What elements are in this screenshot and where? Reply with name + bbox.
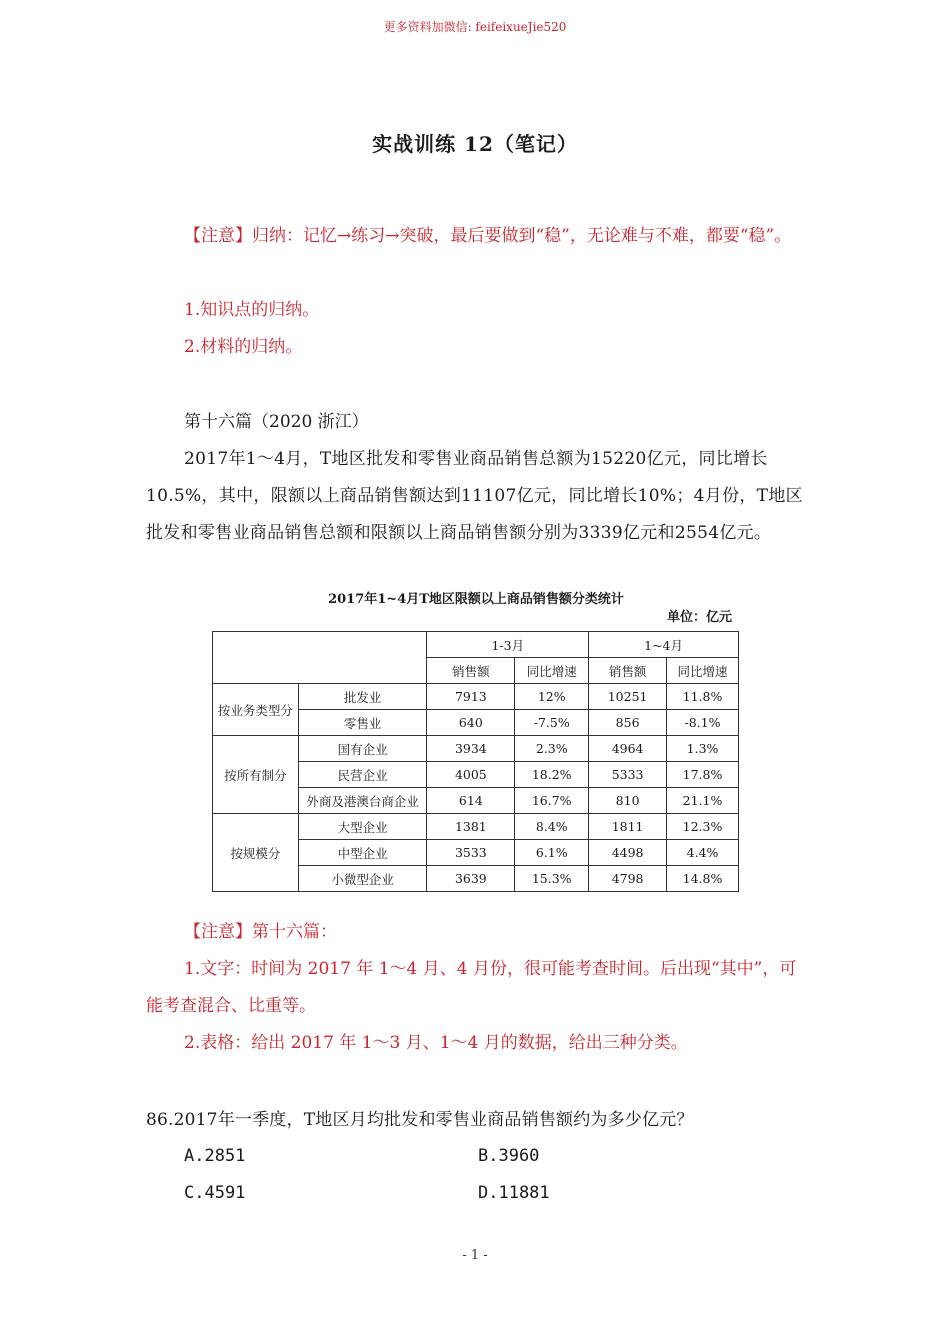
cell-s1: 4005 (427, 762, 515, 788)
group-label: 按业务类型分 (213, 684, 299, 736)
notice-1-item: 2.材料的归纳。 (184, 337, 303, 357)
cell-s2: 856 (589, 710, 667, 736)
watermark-header: 更多资料加微信: feifeixueJie520 (383, 20, 567, 34)
data-table-figure (212, 591, 740, 892)
cell-g2: 12.3% (667, 814, 739, 840)
option-d[interactable]: D.11881 (478, 1183, 550, 1203)
cell-g1: 6.1% (515, 840, 589, 866)
row-label: 批发业 (298, 684, 427, 710)
col-header-sales: 销售额 (427, 658, 515, 684)
row-label: 外商及港澳台商企业 (298, 788, 427, 814)
row-label: 零售业 (298, 710, 427, 736)
question-stem: 86.2017年一季度，T地区月均批发和零售业商品销售额约为多少亿元？ (146, 1110, 694, 1130)
table-row (213, 736, 739, 762)
col-header-growth: 同比增速 (667, 658, 739, 684)
group-label: 按规模分 (213, 814, 299, 892)
row-label: 民营企业 (298, 762, 427, 788)
section-title: 第十六篇（2020 浙江） (184, 412, 369, 432)
period-header: 1-3月 (427, 632, 589, 658)
cell-s1: 7913 (427, 684, 515, 710)
cell-g2: 1.3% (667, 736, 739, 762)
material-stem: 2017年1～4月，T地区批发和零售业商品销售总额为15220亿元，同比增长10.5%，其中，限额以上商品销售额达到11107亿元，同比增长10%；4月份，T地区批发和零售业商品销售总额和限额以上商品销售额分别为3339亿元和2554亿元。 (146, 449, 803, 543)
cell-g2: 4.4% (667, 840, 739, 866)
cell-s2: 1811 (589, 814, 667, 840)
cell-s1: 640 (427, 710, 515, 736)
cell-g1: 2.3% (515, 736, 589, 762)
group-label: 按所有制分 (213, 736, 299, 814)
notice-2-item: 2.表格：给出 2017 年 1～3 月、1～4 月的数据，给出三种分类。 (184, 1033, 688, 1053)
cell-s2: 10251 (589, 684, 667, 710)
notice-2-tag: 【注意】 (184, 922, 252, 942)
notice-1-tag: 【注意】 (184, 226, 252, 246)
notice-1-text: 归纳：记忆→练习→突破，最后要做到“稳”，无论难与不难，都要“稳”。 (252, 226, 792, 246)
option-b[interactable]: B.3960 (478, 1146, 540, 1166)
cell-g1: 15.3% (515, 866, 589, 892)
table-row (213, 684, 739, 710)
cell-g2: 21.1% (667, 788, 739, 814)
table-corner-cell (213, 632, 427, 684)
notice-2 (146, 914, 811, 951)
table-title: 2017年1~4月T地区限额以上商品销售额分类统计 (328, 592, 624, 607)
col-header-sales: 销售额 (589, 658, 667, 684)
cell-s1: 3533 (427, 840, 515, 866)
row-label: 大型企业 (298, 814, 427, 840)
cell-g1: 12% (515, 684, 589, 710)
row-label: 中型企业 (298, 840, 427, 866)
notice-2-text: 第十六篇： (252, 922, 337, 942)
notice-2-item: 1.文字：时间为 2017 年 1～4 月、4 月份，很可能考查时间。后出现“其中”，可能考查混合、比重等。 (146, 959, 797, 1016)
cell-s2: 810 (589, 788, 667, 814)
col-header-growth: 同比增速 (515, 658, 589, 684)
page-number: - 1 - (462, 1248, 488, 1263)
cell-s1: 614 (427, 788, 515, 814)
notice-1-item: 1.知识点的归纳。 (184, 300, 320, 320)
cell-g1: -7.5% (515, 710, 589, 736)
notice-1 (146, 218, 811, 255)
cell-g2: 17.8% (667, 762, 739, 788)
cell-g1: 8.4% (515, 814, 589, 840)
cell-s1: 1381 (427, 814, 515, 840)
page-title: 实战训练 12（笔记） (372, 132, 578, 156)
row-label: 国有企业 (298, 736, 427, 762)
sales-table (212, 631, 739, 892)
option-c[interactable]: C.4591 (184, 1183, 246, 1203)
cell-g2: -8.1% (667, 710, 739, 736)
cell-g2: 11.8% (667, 684, 739, 710)
cell-s2: 4798 (589, 866, 667, 892)
table-row (213, 814, 739, 840)
cell-g1: 18.2% (515, 762, 589, 788)
cell-s2: 4498 (589, 840, 667, 866)
row-label: 小微型企业 (298, 866, 427, 892)
option-a[interactable]: A.2851 (184, 1146, 246, 1166)
cell-s2: 4964 (589, 736, 667, 762)
cell-s1: 3639 (427, 866, 515, 892)
period-header: 1~4月 (589, 632, 739, 658)
cell-s2: 5333 (589, 762, 667, 788)
cell-g2: 14.8% (667, 866, 739, 892)
cell-s1: 3934 (427, 736, 515, 762)
table-unit: 单位：亿元 (666, 610, 732, 625)
cell-g1: 16.7% (515, 788, 589, 814)
